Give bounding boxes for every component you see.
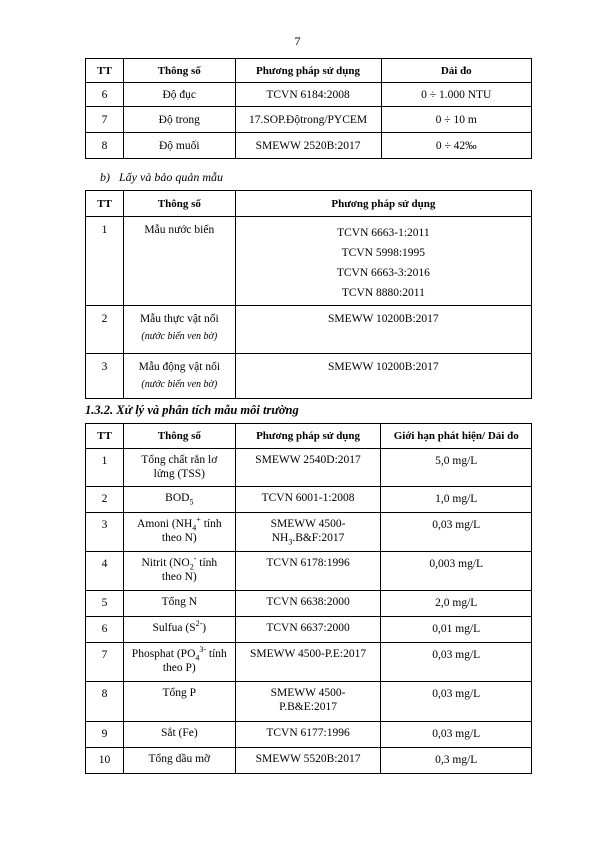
table-row (86, 591, 532, 617)
header-parameter: Thông số (123, 424, 235, 449)
parameter-line: Tổng P (162, 687, 197, 699)
method-line: TCVN 6663-3:2016 (336, 267, 430, 279)
table-row (86, 133, 532, 159)
method-line: P.B&E:2017 (279, 701, 337, 713)
table-row (86, 617, 532, 643)
tt-cell: 7 (86, 107, 124, 133)
parameter-cell (123, 552, 235, 591)
method-cell: SMEWW 2520B:2017 (235, 133, 381, 159)
table-row (86, 722, 532, 748)
page-number: 7 (294, 34, 301, 48)
method-cell (235, 722, 381, 748)
table-row (86, 643, 532, 682)
tt-cell: 1 (86, 449, 124, 487)
limit-cell: 0,03 mg/L (381, 643, 532, 682)
parameter-note: (nước biển ven bờ) (141, 379, 218, 390)
table-row (86, 217, 532, 306)
parameter-line: theo N) (161, 571, 197, 583)
section-b-marker: b) (100, 170, 110, 184)
limit-cell: 0,3 mg/L (381, 748, 532, 774)
parameter-cell (123, 682, 235, 722)
tt-cell: 3 (86, 354, 124, 399)
parameter-name: Mẫu thực vật nổi (139, 313, 219, 325)
tt-cell: 4 (86, 552, 124, 591)
range-cell: 0 ÷ 42‰ (381, 133, 532, 159)
header-tt: TT (86, 424, 124, 449)
limit-cell: 5,0 mg/L (381, 449, 532, 487)
parameter-cell (123, 643, 235, 682)
parameter-cell (123, 217, 235, 306)
method-line: TCVN 6001-1:2008 (261, 492, 355, 504)
parameter-line: Sulfua $(S^{2-})$ (152, 619, 207, 634)
header-method: Phương pháp sử dụng (235, 191, 531, 217)
tt-cell: 8 (86, 682, 124, 722)
tt-cell: 8 (86, 133, 124, 159)
table-row (86, 354, 532, 399)
method-line: TCVN 6177:1996 (266, 727, 350, 739)
limit-cell: 0,03 mg/L (381, 682, 532, 722)
parameter-line: Amoni ($NH_4^+$ tính (137, 515, 222, 533)
parameter-line: Tổng chất rắn lơ (141, 454, 218, 466)
tt-cell: 7 (86, 643, 124, 682)
parameter-cell (123, 306, 235, 354)
parameter-cell (123, 513, 235, 552)
parameter-cell (123, 748, 235, 774)
parameter-line: theo N) (161, 532, 197, 544)
table-row (86, 107, 532, 133)
header-tt: TT (86, 191, 124, 217)
table-row (86, 487, 532, 513)
parameter-cell (123, 617, 235, 643)
limit-cell: 0,03 mg/L (381, 513, 532, 552)
method-cell: TCVN 6184:2008 (235, 83, 381, 107)
method-cell (235, 513, 381, 552)
range-cell: 0 ÷ 10 m (381, 107, 532, 133)
method-line: SMEWW 4500-P.E:2017 (250, 648, 367, 660)
table-row (86, 748, 532, 774)
limit-cell: 1,0 mg/L (381, 487, 532, 513)
method-line: $NH_3.B\&F:2017$ (271, 532, 345, 547)
method-cell (235, 682, 381, 722)
header-tt: TT (86, 59, 124, 83)
table-row (86, 513, 532, 552)
tt-cell: 6 (86, 617, 124, 643)
method-line: SMEWW 10200B:2017 (328, 361, 439, 373)
method-line: TCVN 6638:2000 (266, 596, 350, 608)
method-cell (235, 748, 381, 774)
parameter-cell (123, 449, 235, 487)
section-b-title: Lấy và bảo quản mẫu (119, 170, 223, 184)
method-cell (235, 354, 531, 399)
method-line: SMEWW 4500- (270, 518, 346, 530)
parameter-line: $BOD_5$ (165, 492, 194, 507)
header-parameter: Thông số (123, 59, 235, 83)
tt-cell: 9 (86, 722, 124, 748)
method-line: TCVN 6178:1996 (266, 557, 350, 569)
sampling-table (85, 190, 532, 399)
tt-cell: 2 (86, 487, 124, 513)
limit-cell: 2,0 mg/L (381, 591, 532, 617)
parameter-cell: Độ muối (123, 133, 235, 159)
parameter-cell (123, 722, 235, 748)
parameter-name: Mẫu động vật nổi (138, 361, 221, 373)
header-parameter: Thông số (123, 191, 235, 217)
section-1-3-2-heading: 1.3.2. Xử lý và phân tích mẫu môi trường (85, 403, 299, 417)
measurement-table (85, 58, 532, 159)
tt-cell: 10 (86, 748, 124, 774)
method-cell (235, 449, 381, 487)
parameter-line: Sắt (Fe) (160, 727, 198, 739)
parameter-line: Nitrit ($NO_2^-$ tính (141, 554, 218, 572)
method-cell: 17.SOP.Độtrong/PYCEM (235, 107, 381, 133)
header-method: Phương pháp sử dụng (235, 59, 381, 83)
parameter-name: Mẫu nước biển (144, 224, 215, 236)
parameter-cell: Độ trong (123, 107, 235, 133)
parameter-line: theo P) (162, 662, 196, 674)
parameter-cell: Độ đục (123, 83, 235, 107)
parameter-line: Tổng dầu mỡ (148, 753, 211, 765)
method-line: SMEWW 4500- (270, 687, 346, 699)
header-range: Dải đo (381, 59, 532, 83)
method-line: SMEWW 5520B:2017 (255, 753, 361, 765)
method-cell (235, 217, 531, 306)
limit-cell: 0,01 mg/L (381, 617, 532, 643)
method-line: TCVN 5998:1995 (341, 247, 426, 259)
table-row (86, 83, 532, 107)
tt-cell: 2 (86, 306, 124, 354)
limit-cell: 0,03 mg/L (381, 722, 532, 748)
method-line: TCVN 6637:2000 (266, 622, 350, 634)
table-row (86, 552, 532, 591)
table-row (86, 306, 532, 354)
parameter-line: Tổng N (161, 596, 198, 608)
table-row (86, 682, 532, 722)
tt-cell: 3 (86, 513, 124, 552)
parameter-line: Phosphat ($PO_4^{3-}$ tính (131, 645, 227, 663)
range-cell: 0 ÷ 1.000 NTU (381, 83, 532, 107)
method-cell (235, 591, 381, 617)
header-method: Phương pháp sử dụng (235, 424, 381, 449)
parameter-cell (123, 354, 235, 399)
parameter-line: lửng (TSS) (153, 468, 205, 480)
method-line: TCVN 8880:2011 (341, 287, 425, 299)
method-line: SMEWW 10200B:2017 (328, 313, 439, 325)
method-cell (235, 617, 381, 643)
method-cell (235, 643, 381, 682)
parameter-cell (123, 591, 235, 617)
parameter-cell (123, 487, 235, 513)
method-cell (235, 487, 381, 513)
limit-cell: 0,003 mg/L (381, 552, 532, 591)
parameter-note: (nước biển ven bờ) (141, 331, 218, 342)
method-line: SMEWW 2540D:2017 (255, 454, 361, 466)
table-row (86, 449, 532, 487)
method-cell (235, 306, 531, 354)
method-cell (235, 552, 381, 591)
analysis-table (85, 423, 532, 774)
tt-cell: 6 (86, 83, 124, 107)
header-limit: Giới hạn phát hiện/ Dải đo (381, 424, 532, 449)
section-b-heading (100, 170, 223, 185)
tt-cell: 5 (86, 591, 124, 617)
method-line: TCVN 6663-1:2011 (337, 227, 430, 239)
tt-cell: 1 (86, 217, 124, 306)
